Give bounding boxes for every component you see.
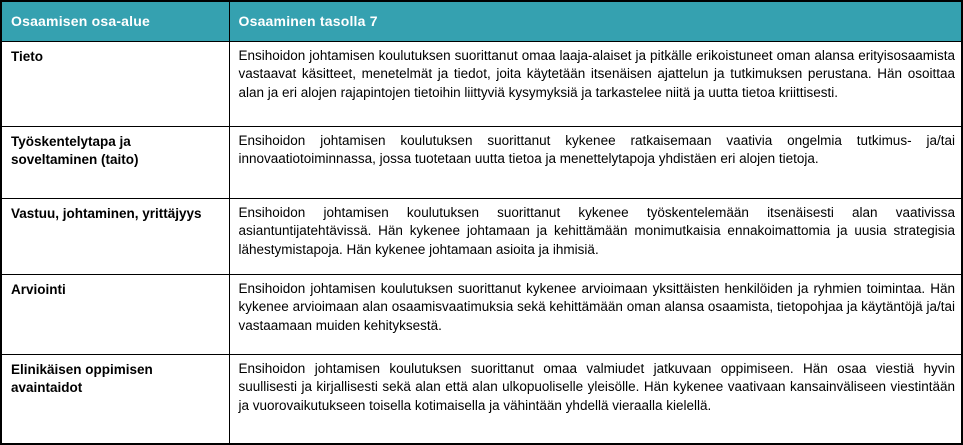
table-row (1, 198, 962, 274)
column-header-osa-alue: Osaamisen osa-alue (1, 1, 229, 41)
table-row (1, 41, 962, 126)
competency-description-vastuu: Ensihoidon johtamisen koulutuksen suorittanut kykenee työskentelemään itsenäisesti alan vaativissa asiantuntijatehtävissä. Hän kykenee johtamaan ja kehittämään monimutkaisia ennakoimattomia ja uusia strategisia lähestymistapoja. Hän kykenee johtamaan asioita ja ihmisiä. (229, 198, 962, 274)
competency-area-tieto: Tieto (1, 41, 229, 126)
competency-description-tyoskentelytapa: Ensihoidon johtamisen koulutuksen suorittanut kykenee ratkaisemaan vaativia ongelmia tutkimus- ja/tai innovaatiotoiminnassa, jossa tuotetaan uutta tietoa ja menettelytapoja yhdistäen eri alojen tietoja. (229, 126, 962, 198)
table-row (1, 126, 962, 198)
table-body (1, 41, 962, 444)
column-header-taso-7: Osaaminen tasolla 7 (229, 1, 962, 41)
competency-description-arviointi: Ensihoidon johtamisen koulutuksen suorittanut kykenee arvioimaan yksittäisten henkilöiden ja ryhmien toimintaa. Hän kykenee arvioimaan alan osaamisvaatimuksia sekä kehittämään oman alansa osaamista, tietopohjaa ja käytäntöjä ja/tai vastaamaan muiden kehityksestä. (229, 274, 962, 354)
competency-description-tieto: Ensihoidon johtamisen koulutuksen suorittanut omaa laaja-alaiset ja pitkälle erikoistuneet oman alansa erityisosaamista vastaavat käsitteet, menetelmät ja tiedot, joita käytetään itsenäisen ajattelun ja tutkimuksen perustana. Hän osoittaa alan ja eri alojen rajapintojen tietoihin liittyviä kysymyksiä ja tarkastelee niitä ja uutta tietoa kriittisesti. (229, 41, 962, 126)
competency-area-vastuu: Vastuu, johtaminen, yrittäjyys (1, 198, 229, 274)
competency-area-elinikainen-oppiminen: Elinikäisen oppimisen avaintaidot (1, 354, 229, 444)
table-header (1, 1, 962, 41)
table-row (1, 274, 962, 354)
header-row (1, 1, 962, 41)
competency-description-elinikainen-oppiminen: Ensihoidon johtamisen koulutuksen suorittanut omaa valmiudet jatkuvaan oppimiseen. Hän osaa viestiä hyvin suullisesti ja kirjallisesti sekä alan että alan ulkopuoliselle yleisölle. Hän kykenee vaativaan kansainväliseen viestintään ja vuorovaikutukseen toisella kotimaisella ja vähintään yhdellä vieraalla kielellä. (229, 354, 962, 444)
table-row (1, 354, 962, 444)
competency-area-tyoskentelytapa: Työskentelytapa ja soveltaminen (taito) (1, 126, 229, 198)
competency-area-arviointi: Arviointi (1, 274, 229, 354)
